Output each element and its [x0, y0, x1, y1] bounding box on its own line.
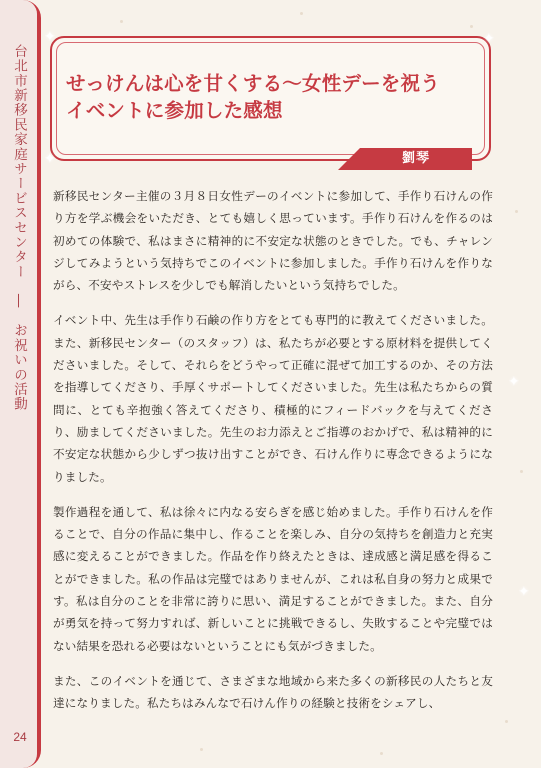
- sparkle-icon: ✦: [518, 584, 530, 600]
- background-dot: [505, 720, 508, 723]
- article-title-line-1: せっけんは心を甘くする～女性デーを祝う: [66, 72, 440, 95]
- background-dot: [520, 470, 523, 473]
- background-dot: [380, 752, 383, 755]
- paragraph: 新移民センター主催の３月８日女性デーのイベントに参加して、手作り石けんの作り方を学ぶ機会をいただき、とても嬉しく思っています。手作り石けんを作るのは初めての体験で、私はまさに精神的に不安定な状態のときでした。でも、チャレンジしてみようという気持ちでこのイベントに参加しました。手作り石けんを作りながら、不安やストレスを少しでも解消したいという気持ちでした。: [53, 189, 493, 293]
- page-number: 24: [13, 730, 27, 744]
- sparkle-icon: ✦: [483, 31, 495, 47]
- paragraph: イベント中、先生は手作り石鹸の作り方をとても専門的に教えてくださいました。また、新移民センター（のスタッフ）は、私たちが必要とする原材料を提供してくださいました。そして、それらをどうやって正確に混ぜて加工するのか、その方法を指導してくださり、手厚くサポートしてくださいました。先生は私たちからの質問に、とても辛抱強く答えてくださり、積極的にフィードバックを与えてくださり、励ましてくださいました。先生のお力添えとご指導のおかげで、私は精神的に不安定な状態から少しずつ抜け出すことができ、石けん作りに専念できるようになりました。: [53, 313, 493, 484]
- paragraph: また、このイベントを通じて、さまざまな地域から来た多くの新移民の人たちと友達になりました。私たちはみんなで石けん作りの経験と技術をシェアし、: [53, 673, 493, 711]
- article-title: [66, 70, 476, 124]
- article-title-line-2: イベントに参加した感想: [66, 99, 283, 122]
- section-title: 台北市新移民家庭サービスセンター ― お祝いの活動: [11, 44, 27, 412]
- paragraph: 製作過程を通して、私は徐々に内なる安らぎを感じ始めました。手作り石けんを作ることで、自分の作品に集中し、作ることを楽しみ、自分の気持ちを創造力と充実感に変えることができました。作品を作り終えたときは、達成感と満足感を得ることができました。私の作品は完璧ではありませんが、これは私自身の努力と成果です。私は自分のことを非常に誇りに思い、満足することができました。また、自分が勇気を持って努力すれば、新しいことに挑戦できるし、失敗することや完璧ではない結果を恐れる必要はないということにも気がづきました。: [53, 504, 493, 653]
- background-dot: [120, 20, 123, 23]
- article-body: [53, 185, 493, 728]
- author-name: 劉琴: [401, 151, 430, 166]
- sparkle-icon: ✦: [508, 374, 520, 390]
- background-dot: [470, 25, 473, 28]
- background-dot: [200, 748, 203, 751]
- background-dot: [300, 12, 303, 15]
- sparkle-icon: ✦: [44, 151, 56, 167]
- background-dot: [515, 210, 518, 213]
- sparkle-icon: ✦: [44, 29, 56, 45]
